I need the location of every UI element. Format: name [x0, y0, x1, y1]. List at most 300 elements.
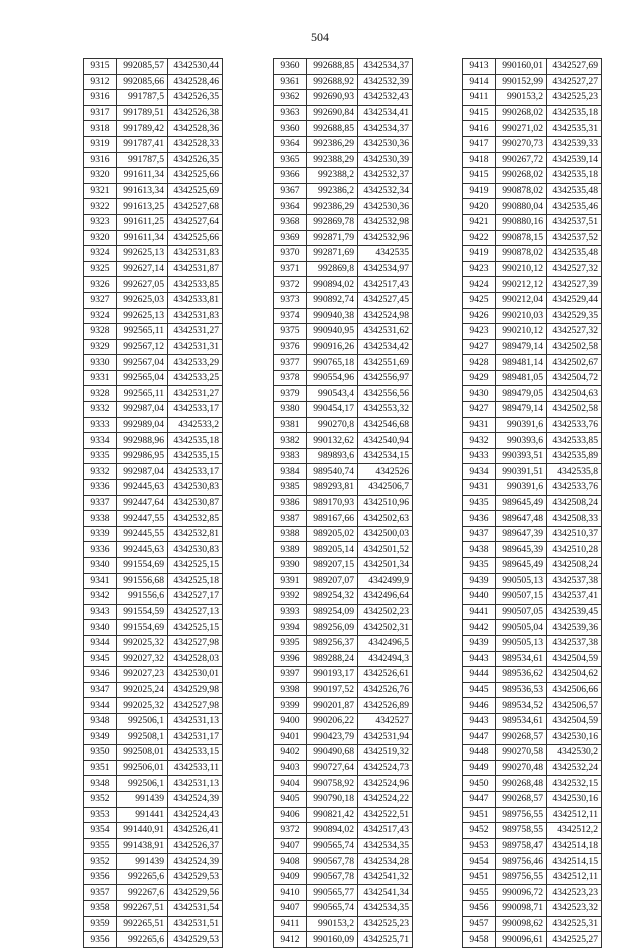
x-coordinate-cell: 992506,01: [117, 760, 168, 776]
point-number-cell: 9358: [84, 901, 117, 917]
table-row: [274, 370, 413, 386]
y-coordinate-cell: 4342527,32: [547, 324, 602, 340]
y-coordinate-cell: 4342525,31: [547, 916, 602, 932]
x-coordinate-cell: 990940,95: [307, 324, 358, 340]
point-number-cell: 9444: [463, 667, 496, 683]
table-row: [274, 682, 413, 698]
y-coordinate-cell: 4342535,89: [547, 448, 602, 464]
point-number-cell: 9401: [274, 729, 307, 745]
point-number-cell: 9407: [274, 838, 307, 854]
table-row: [463, 136, 602, 152]
x-coordinate-cell: 991611,34: [117, 230, 168, 246]
y-coordinate-cell: 4342506,66: [547, 682, 602, 698]
x-coordinate-cell: 990098,62: [496, 916, 547, 932]
x-coordinate-cell: 992267,6: [117, 885, 168, 901]
y-coordinate-cell: 4342531,54: [168, 901, 223, 917]
x-coordinate-cell: 990210,03: [496, 308, 547, 324]
point-number-cell: 9383: [274, 448, 307, 464]
table-row: [274, 807, 413, 823]
x-coordinate-cell: 992388,2: [307, 168, 358, 184]
point-number-cell: 9374: [274, 308, 307, 324]
point-number-cell: 9375: [274, 324, 307, 340]
y-coordinate-cell: 4342556,56: [358, 386, 413, 402]
table-row: [84, 495, 223, 511]
y-coordinate-cell: 4342533,15: [168, 745, 223, 761]
point-number-cell: 9417: [463, 136, 496, 152]
point-number-cell: 9404: [274, 776, 307, 792]
x-coordinate-cell: 989758,47: [496, 838, 547, 854]
y-coordinate-cell: 4342525,23: [358, 916, 413, 932]
y-coordinate-cell: 4342526,61: [358, 667, 413, 683]
x-coordinate-cell: 992871,79: [307, 230, 358, 246]
x-coordinate-cell: 990270,48: [496, 760, 547, 776]
point-number-cell: 9393: [274, 604, 307, 620]
y-coordinate-cell: 4342524,73: [358, 760, 413, 776]
table-row: [463, 667, 602, 683]
point-number-cell: 9321: [84, 183, 117, 199]
y-coordinate-cell: 4342535,18: [547, 168, 602, 184]
x-coordinate-cell: 990878,02: [496, 183, 547, 199]
point-number-cell: 9411: [463, 90, 496, 106]
x-coordinate-cell: 992025,24: [117, 682, 168, 698]
table-row: [84, 745, 223, 761]
table-row: [84, 448, 223, 464]
x-coordinate-cell: 992690,84: [307, 105, 358, 121]
x-coordinate-cell: 990490,68: [307, 745, 358, 761]
y-coordinate-cell: 4342529,53: [168, 869, 223, 885]
point-number-cell: 9333: [84, 417, 117, 433]
table-row: [274, 480, 413, 496]
x-coordinate-cell: 991556,68: [117, 573, 168, 589]
x-coordinate-cell: 989536,62: [496, 667, 547, 683]
x-coordinate-cell: 990132,62: [307, 433, 358, 449]
point-number-cell: 9427: [463, 402, 496, 418]
x-coordinate-cell: 990268,57: [496, 791, 547, 807]
point-number-cell: 9332: [84, 464, 117, 480]
y-coordinate-cell: 4342527,32: [547, 261, 602, 277]
table-row: [274, 542, 413, 558]
point-number-cell: 9312: [84, 74, 117, 90]
x-coordinate-cell: 989254,09: [307, 604, 358, 620]
x-coordinate-cell: 990505,13: [496, 573, 547, 589]
table-row: [84, 355, 223, 371]
x-coordinate-cell: 989756,55: [496, 869, 547, 885]
table-row: [463, 651, 602, 667]
table-row: [463, 105, 602, 121]
point-number-cell: 9352: [84, 854, 117, 870]
x-coordinate-cell: 990454,17: [307, 402, 358, 418]
y-coordinate-cell: 4342528,03: [168, 651, 223, 667]
table-row: [84, 854, 223, 870]
y-coordinate-cell: 4342524,96: [358, 776, 413, 792]
x-coordinate-cell: 992025,32: [117, 698, 168, 714]
table-row: [84, 589, 223, 605]
point-number-cell: 9331: [84, 370, 117, 386]
table-row: [463, 713, 602, 729]
table-row: [274, 417, 413, 433]
x-coordinate-cell: 990212,04: [496, 292, 547, 308]
y-coordinate-cell: 4342531,27: [168, 386, 223, 402]
x-coordinate-cell: 989647,39: [496, 526, 547, 542]
y-coordinate-cell: 4342527,68: [168, 199, 223, 215]
table-row: [274, 230, 413, 246]
table-row: [84, 620, 223, 636]
point-number-cell: 9440: [463, 589, 496, 605]
table-row: [84, 651, 223, 667]
y-coordinate-cell: 4342534,41: [358, 105, 413, 121]
point-number-cell: 9342: [84, 589, 117, 605]
table-row: [463, 838, 602, 854]
y-coordinate-cell: 4342527,39: [547, 277, 602, 293]
point-number-cell: 9348: [84, 713, 117, 729]
table-row: [463, 526, 602, 542]
point-number-cell: 9382: [274, 433, 307, 449]
table-row: [84, 901, 223, 917]
y-coordinate-cell: 4342537,38: [547, 573, 602, 589]
y-coordinate-cell: 4342532,43: [358, 90, 413, 106]
table-row: [84, 729, 223, 745]
x-coordinate-cell: 989479,05: [496, 386, 547, 402]
table-row: [84, 246, 223, 262]
y-coordinate-cell: 4342532,37: [358, 168, 413, 184]
y-coordinate-cell: 4342537,38: [547, 635, 602, 651]
table-row: [84, 402, 223, 418]
y-coordinate-cell: 4342535,46: [547, 199, 602, 215]
x-coordinate-cell: 990565,77: [307, 885, 358, 901]
x-coordinate-cell: 990096,61: [496, 932, 547, 948]
x-coordinate-cell: 990152,99: [496, 74, 547, 90]
x-coordinate-cell: 991554,69: [117, 620, 168, 636]
y-coordinate-cell: 4342534,37: [358, 59, 413, 75]
table-row: [84, 932, 223, 948]
x-coordinate-cell: 990270,58: [496, 745, 547, 761]
table-row: [84, 542, 223, 558]
table-row: [463, 324, 602, 340]
y-coordinate-cell: 4342524,39: [168, 854, 223, 870]
point-number-cell: 9454: [463, 854, 496, 870]
table-row: [274, 604, 413, 620]
x-coordinate-cell: 991439: [117, 791, 168, 807]
y-coordinate-cell: 4342532,96: [358, 230, 413, 246]
point-number-cell: 9361: [274, 74, 307, 90]
table-row: [84, 713, 223, 729]
y-coordinate-cell: 4342508,33: [547, 511, 602, 527]
y-coordinate-cell: 4342524,43: [168, 807, 223, 823]
x-coordinate-cell: 990153,2: [307, 916, 358, 932]
table-row: [84, 480, 223, 496]
point-number-cell: 9316: [84, 90, 117, 106]
table-row: [463, 760, 602, 776]
x-coordinate-cell: 989207,15: [307, 558, 358, 574]
table-row: [274, 121, 413, 137]
table-row: [463, 199, 602, 215]
point-number-cell: 9451: [463, 869, 496, 885]
x-coordinate-cell: 990391,6: [496, 417, 547, 433]
table-row: [274, 854, 413, 870]
x-coordinate-cell: 990098,71: [496, 901, 547, 917]
x-coordinate-cell: 989647,48: [496, 511, 547, 527]
x-coordinate-cell: 989893,6: [307, 448, 358, 464]
table-row: [84, 869, 223, 885]
x-coordinate-cell: 989479,14: [496, 339, 547, 355]
table-row: [274, 136, 413, 152]
y-coordinate-cell: 4342525,66: [168, 168, 223, 184]
y-coordinate-cell: 4342524,39: [168, 791, 223, 807]
x-coordinate-cell: 991611,25: [117, 214, 168, 230]
x-coordinate-cell: 992565,11: [117, 386, 168, 402]
table-row: [84, 199, 223, 215]
y-coordinate-cell: 4342519,32: [358, 745, 413, 761]
x-coordinate-cell: 990197,52: [307, 682, 358, 698]
y-coordinate-cell: 4342539,36: [547, 620, 602, 636]
table-row: [274, 667, 413, 683]
x-coordinate-cell: 992445,63: [117, 542, 168, 558]
x-coordinate-cell: 989536,53: [496, 682, 547, 698]
point-number-cell: 9402: [274, 745, 307, 761]
x-coordinate-cell: 992987,04: [117, 402, 168, 418]
y-coordinate-cell: 4342504,59: [547, 713, 602, 729]
table-row: [463, 355, 602, 371]
point-number-cell: 9385: [274, 480, 307, 496]
point-number-cell: 9345: [84, 651, 117, 667]
y-coordinate-cell: 4342530,36: [358, 199, 413, 215]
table-row: [274, 402, 413, 418]
x-coordinate-cell: 991556,6: [117, 589, 168, 605]
table-row: [84, 324, 223, 340]
table-row: [274, 246, 413, 262]
point-number-cell: 9390: [274, 558, 307, 574]
y-coordinate-cell: 4342529,98: [168, 682, 223, 698]
point-number-cell: 9433: [463, 448, 496, 464]
y-coordinate-cell: 4342532,34: [358, 183, 413, 199]
x-coordinate-cell: 989481,05: [496, 370, 547, 386]
y-coordinate-cell: 4342504,72: [547, 370, 602, 386]
x-coordinate-cell: 992625,03: [117, 292, 168, 308]
x-coordinate-cell: 990892,74: [307, 292, 358, 308]
x-coordinate-cell: 990758,92: [307, 776, 358, 792]
y-coordinate-cell: 4342510,96: [358, 495, 413, 511]
x-coordinate-cell: 991789,42: [117, 121, 168, 137]
y-coordinate-cell: 4342500,03: [358, 526, 413, 542]
coordinate-table-middle: [273, 58, 413, 948]
point-number-cell: 9450: [463, 776, 496, 792]
table-row: [274, 760, 413, 776]
coordinate-table-left: [83, 58, 223, 948]
table-row: [463, 635, 602, 651]
point-number-cell: 9427: [463, 339, 496, 355]
y-coordinate-cell: 4342526,35: [168, 90, 223, 106]
y-coordinate-cell: 4342525,18: [168, 573, 223, 589]
x-coordinate-cell: 990507,15: [496, 589, 547, 605]
point-number-cell: 9436: [463, 511, 496, 527]
table-row: [84, 760, 223, 776]
y-coordinate-cell: 4342501,52: [358, 542, 413, 558]
point-number-cell: 9338: [84, 511, 117, 527]
table-row: [463, 604, 602, 620]
y-coordinate-cell: 4342531,51: [168, 916, 223, 932]
x-coordinate-cell: 990270,73: [496, 136, 547, 152]
table-row: [84, 74, 223, 90]
x-coordinate-cell: 990505,13: [496, 635, 547, 651]
x-coordinate-cell: 989167,66: [307, 511, 358, 527]
table-row: [463, 589, 602, 605]
x-coordinate-cell: 990765,18: [307, 355, 358, 371]
y-coordinate-cell: 4342504,59: [547, 651, 602, 667]
y-coordinate-cell: 4342496,64: [358, 589, 413, 605]
x-coordinate-cell: 989205,02: [307, 526, 358, 542]
table-row: [463, 620, 602, 636]
x-coordinate-cell: 989645,49: [496, 495, 547, 511]
point-number-cell: 9344: [84, 698, 117, 714]
table-row: [274, 729, 413, 745]
point-number-cell: 9359: [84, 916, 117, 932]
y-coordinate-cell: 4342527,69: [547, 59, 602, 75]
x-coordinate-cell: 992025,32: [117, 635, 168, 651]
table-row: [463, 885, 602, 901]
x-coordinate-cell: 991438,91: [117, 838, 168, 854]
y-coordinate-cell: 4342504,62: [547, 667, 602, 683]
point-number-cell: 9416: [463, 121, 496, 137]
point-number-cell: 9405: [274, 791, 307, 807]
x-coordinate-cell: 990880,16: [496, 214, 547, 230]
point-number-cell: 9449: [463, 760, 496, 776]
table-row: [84, 90, 223, 106]
table-row: [84, 885, 223, 901]
point-number-cell: 9349: [84, 729, 117, 745]
point-number-cell: 9431: [463, 480, 496, 496]
table-row: [274, 932, 413, 948]
y-coordinate-cell: 4342525,69: [168, 183, 223, 199]
y-coordinate-cell: 4342502,58: [547, 339, 602, 355]
y-coordinate-cell: 4342539,14: [547, 152, 602, 168]
point-number-cell: 9398: [274, 682, 307, 698]
point-number-cell: 9380: [274, 402, 307, 418]
point-number-cell: 9425: [463, 292, 496, 308]
point-number-cell: 9431: [463, 417, 496, 433]
table-row: [84, 152, 223, 168]
x-coordinate-cell: 990268,02: [496, 168, 547, 184]
x-coordinate-cell: 989756,55: [496, 807, 547, 823]
x-coordinate-cell: 991440,91: [117, 823, 168, 839]
point-number-cell: 9340: [84, 558, 117, 574]
table-row: [84, 292, 223, 308]
y-coordinate-cell: 4342534,97: [358, 261, 413, 277]
y-coordinate-cell: 4342534,35: [358, 838, 413, 854]
y-coordinate-cell: 4342530,39: [358, 152, 413, 168]
y-coordinate-cell: 4342556,97: [358, 370, 413, 386]
y-coordinate-cell: 4342535,8: [547, 464, 602, 480]
point-number-cell: 9428: [463, 355, 496, 371]
x-coordinate-cell: 992508,01: [117, 745, 168, 761]
x-coordinate-cell: 992567,12: [117, 339, 168, 355]
point-number-cell: 9430: [463, 386, 496, 402]
point-number-cell: 9435: [463, 558, 496, 574]
point-number-cell: 9391: [274, 573, 307, 589]
table-row: [84, 464, 223, 480]
y-coordinate-cell: 4342529,35: [547, 308, 602, 324]
point-number-cell: 9389: [274, 542, 307, 558]
y-coordinate-cell: 4342533,76: [547, 417, 602, 433]
point-number-cell: 9441: [463, 604, 496, 620]
point-number-cell: 9326: [84, 277, 117, 293]
y-coordinate-cell: 4342526,35: [168, 152, 223, 168]
x-coordinate-cell: 989288,24: [307, 651, 358, 667]
table-row: [274, 916, 413, 932]
point-number-cell: 9324: [84, 246, 117, 262]
y-coordinate-cell: 4342525,23: [547, 90, 602, 106]
point-number-cell: 9392: [274, 589, 307, 605]
y-coordinate-cell: 4342531,31: [168, 339, 223, 355]
point-number-cell: 9422: [463, 230, 496, 246]
point-number-cell: 9322: [84, 199, 117, 215]
table-row: [84, 183, 223, 199]
x-coordinate-cell: 990201,87: [307, 698, 358, 714]
point-number-cell: 9388: [274, 526, 307, 542]
table-row: [84, 511, 223, 527]
y-coordinate-cell: 4342527,64: [168, 214, 223, 230]
point-number-cell: 9456: [463, 901, 496, 917]
point-number-cell: 9337: [84, 495, 117, 511]
table-row: [463, 386, 602, 402]
point-number-cell: 9348: [84, 776, 117, 792]
table-row: [463, 74, 602, 90]
point-number-cell: 9455: [463, 885, 496, 901]
y-coordinate-cell: 4342526: [358, 464, 413, 480]
table-row: [84, 667, 223, 683]
x-coordinate-cell: 990270,8: [307, 417, 358, 433]
x-coordinate-cell: 992988,96: [117, 433, 168, 449]
x-coordinate-cell: 989645,49: [496, 558, 547, 574]
table-row: [274, 105, 413, 121]
table-row: [463, 495, 602, 511]
point-number-cell: 9442: [463, 620, 496, 636]
x-coordinate-cell: 990391,6: [496, 480, 547, 496]
x-coordinate-cell: 992627,05: [117, 277, 168, 293]
table-row: [84, 916, 223, 932]
x-coordinate-cell: 991789,51: [117, 105, 168, 121]
point-number-cell: 9447: [463, 729, 496, 745]
point-number-cell: 9439: [463, 635, 496, 651]
y-coordinate-cell: 4342534,42: [358, 339, 413, 355]
x-coordinate-cell: 992445,55: [117, 526, 168, 542]
x-coordinate-cell: 991439: [117, 854, 168, 870]
x-coordinate-cell: 990393,51: [496, 448, 547, 464]
point-number-cell: 9411: [274, 916, 307, 932]
table-row: [463, 121, 602, 137]
table-row: [463, 854, 602, 870]
table-row: [463, 214, 602, 230]
x-coordinate-cell: 989170,93: [307, 495, 358, 511]
point-number-cell: 9435: [463, 495, 496, 511]
y-coordinate-cell: 4342529,56: [168, 885, 223, 901]
point-number-cell: 9429: [463, 370, 496, 386]
point-number-cell: 9356: [84, 869, 117, 885]
y-coordinate-cell: 4342527,13: [168, 604, 223, 620]
table-row: [274, 869, 413, 885]
x-coordinate-cell: 991554,59: [117, 604, 168, 620]
table-row: [274, 214, 413, 230]
table-row: [274, 59, 413, 75]
y-coordinate-cell: 4342531,27: [168, 324, 223, 340]
x-coordinate-cell: 989254,32: [307, 589, 358, 605]
y-coordinate-cell: 4342528,36: [168, 121, 223, 137]
point-number-cell: 9323: [84, 214, 117, 230]
point-number-cell: 9364: [274, 136, 307, 152]
table-row: [274, 526, 413, 542]
x-coordinate-cell: 990267,72: [496, 152, 547, 168]
y-coordinate-cell: 4342530,83: [168, 480, 223, 496]
point-number-cell: 9381: [274, 417, 307, 433]
